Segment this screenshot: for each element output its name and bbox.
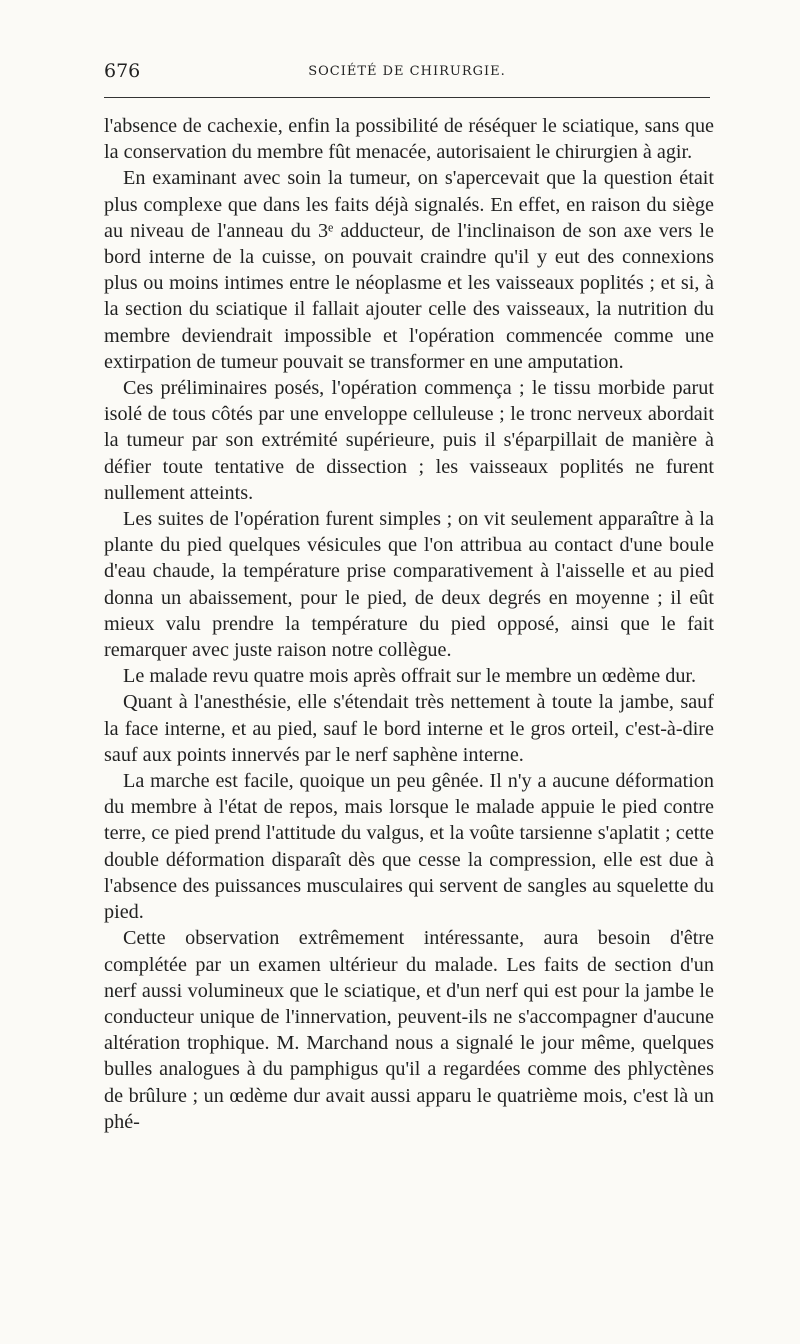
body-text <box>104 113 714 1135</box>
page-number: 676 <box>104 60 141 82</box>
paragraph: Cette observation extrêmement intéressante, aura besoin d'être complétée par un examen ultérieur du malade. Les faits de section d'un nerf aussi volumineux que le sciatique, et d'un nerf qui est pour la jambe le conducteur unique de l'innervation, peuvent-ils ne s'accompagner d'aucune altération trophique. M. Marchand nous a signalé le jour même, quelques bulles analogues à du pamphigus qu'il a regardées comme des phlyctènes de brûlure ; un œdème dur avait aussi apparu le quatrième mois, c'est là un phé- <box>104 927 714 1133</box>
paragraph: En examinant avec soin la tumeur, on s'apercevait que la question était plus complexe que dans les faits déjà signalés. En effet, en raison du siège au niveau de l'anneau du 3ᵉ adducteur, de l'inclinaison de son axe vers le bord interne de la cuisse, on pouvait craindre qu'il y eut des connexions plus ou moins intimes entre le néoplasme et les vaisseaux poplités ; et si, à la section du sciatique il fallait ajouter celle des vaisseaux, la nutrition du membre deviendrait impossible et l'opération commencée comme une extirpation de tumeur pouvait se transformer en une amputation. <box>104 167 714 373</box>
paragraph: Les suites de l'opération furent simples ; on vit seulement apparaître à la plante du pied quelques vésicules que l'on attribua au contact d'une boule d'eau chaude, la température prise comparativement à l'aisselle et au pied donna un abaissement, pour le pied, de deux degrés en moyenne ; il eût mieux valu prendre la température du pied opposé, ainsi que le fait remarquer avec juste raison notre collègue. <box>104 508 714 662</box>
paragraph: Quant à l'anesthésie, elle s'étendait très nettement à toute la jambe, sauf la face interne, et au pied, sauf le bord interne et le gros orteil, c'est-à-dire sauf aux points innervés par le nerf saphène interne. <box>104 691 714 766</box>
page-header <box>104 60 710 90</box>
paragraph: l'absence de cachexie, enfin la possibilité de réséquer le sciatique, sans que la conservation du membre fût menacée, autorisaient le chirurgien à agir. <box>104 115 714 164</box>
paragraph: La marche est facile, quoique un peu gênée. Il n'y a aucune déformation du membre à l'état de repos, mais lorsque le malade appuie le pied contre terre, ce pied prend l'attitude du valgus, et la voûte tarsienne s'aplatit ; cette double déformation disparaît dès que cesse la compression, elle est due à l'absence des puissances musculaires qui servent de sangles au squelette du pied. <box>104 770 714 924</box>
paragraph: Ces préliminaires posés, l'opération commença ; le tissu morbide parut isolé de tous côtés par une enveloppe celluleuse ; le tronc nerveux abordait la tumeur par son extrémité supérieure, puis il s'éparpillait de manière à défier toute tentative de dissection ; les vaisseaux poplités ne furent nullement atteints. <box>104 377 714 504</box>
running-title: SOCIÉTÉ DE CHIRURGIE. <box>308 64 506 79</box>
header-rule <box>104 97 710 98</box>
paragraph: Le malade revu quatre mois après offrait sur le membre un œdème dur. <box>123 665 697 688</box>
